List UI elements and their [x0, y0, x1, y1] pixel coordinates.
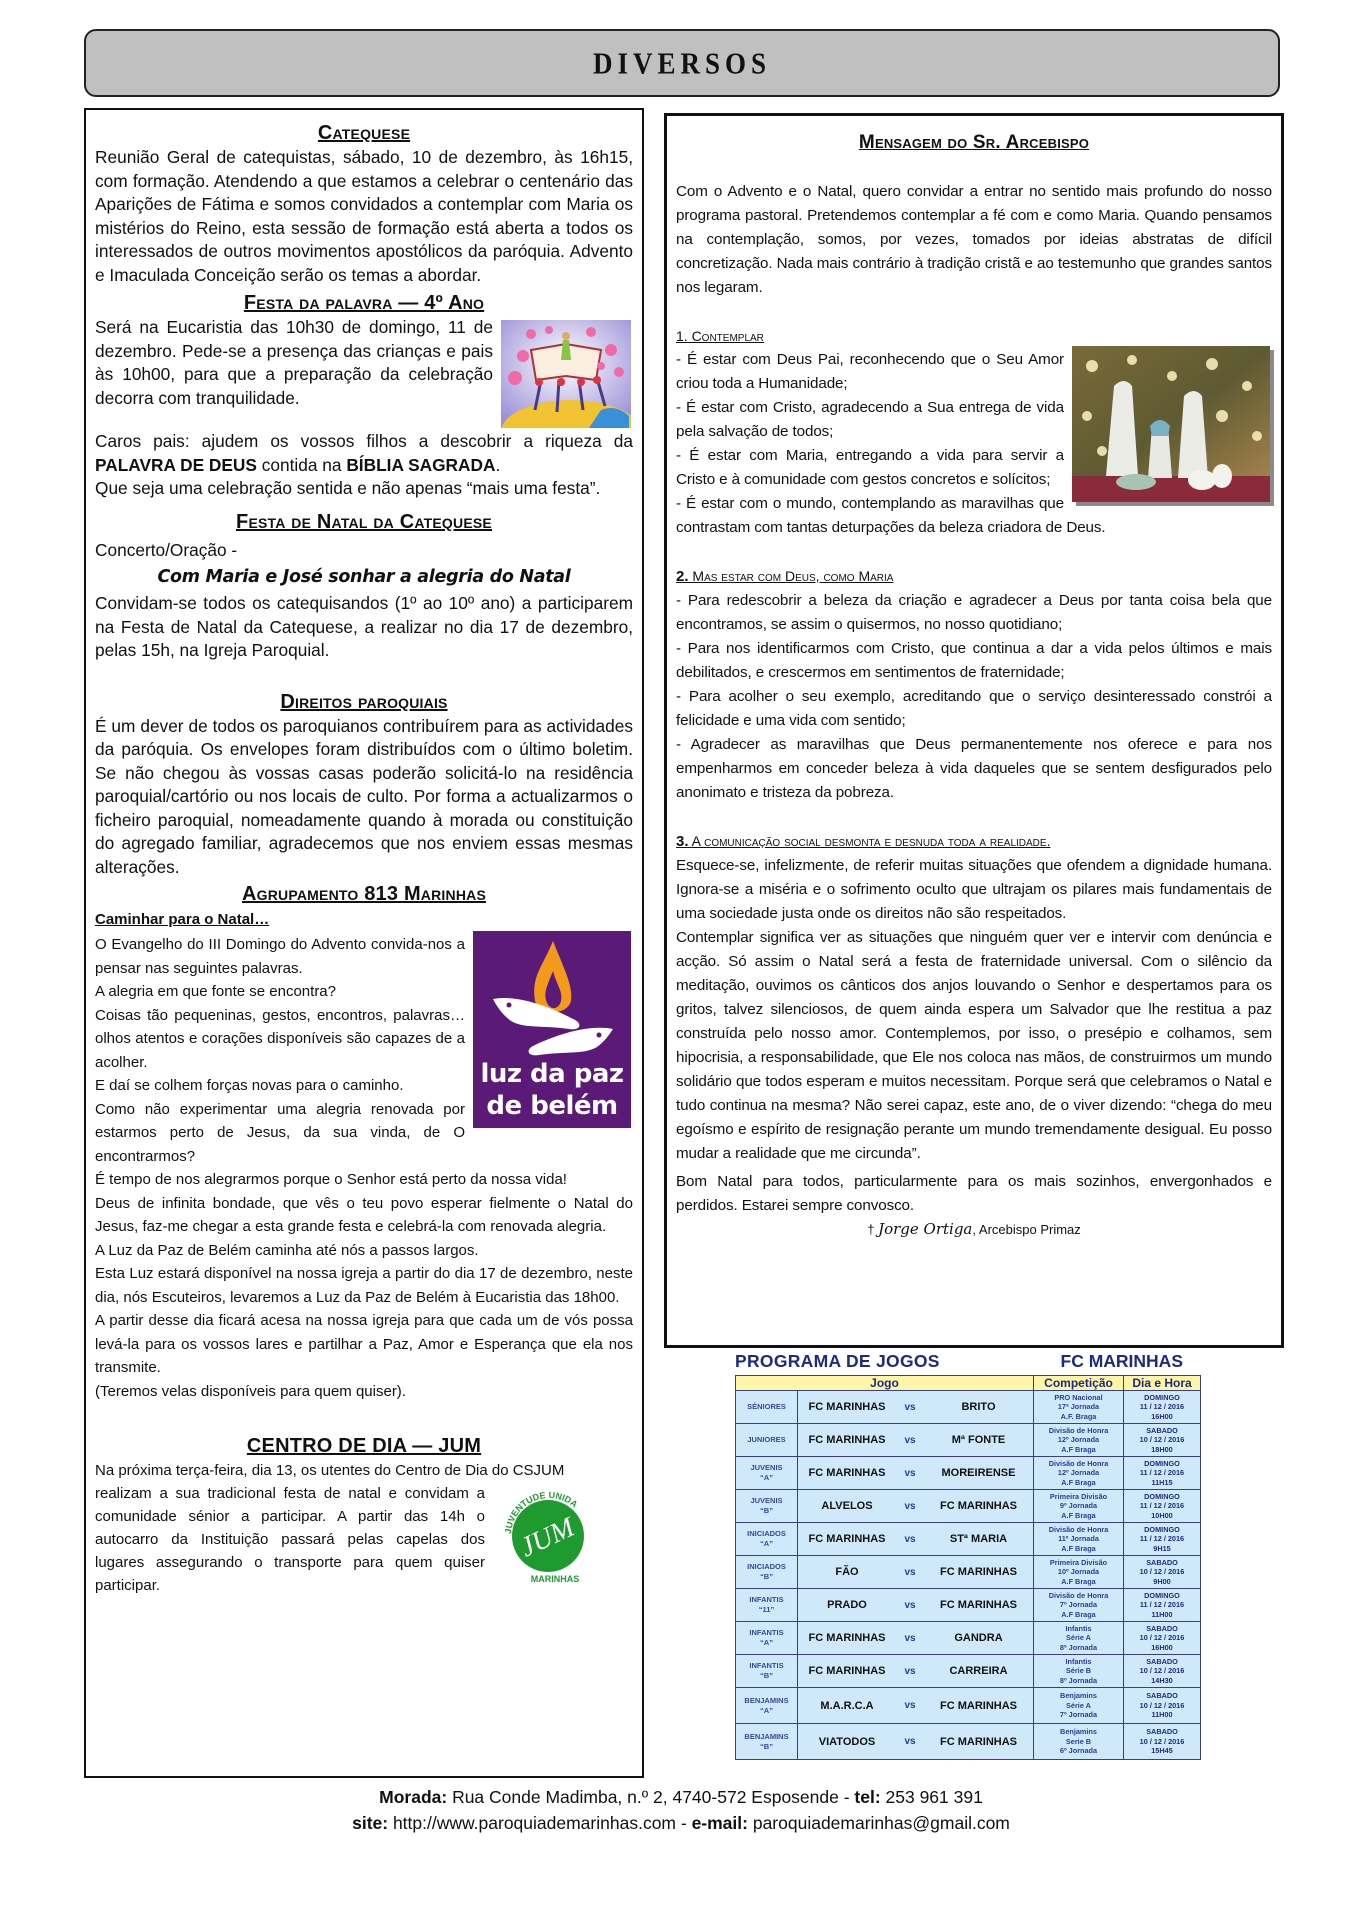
signature-name: Jorge Ortiga — [878, 1220, 973, 1238]
away-team: GANDRA — [954, 1632, 1003, 1644]
game-competition — [1034, 1655, 1124, 1688]
agrupamento-paragraph: Esta Luz estará disponível na nossa igreja a partir do dia 17 de dezembro, neste dia, nós Escuteiros, levaremos a Luz da Paz de Belém à Eucaristia das 18h00. — [95, 1265, 633, 1306]
game-competition — [1034, 1523, 1124, 1556]
game-category — [736, 1556, 798, 1589]
game-category — [736, 1724, 798, 1760]
luz-logo-line1: luz da paz — [480, 1059, 624, 1089]
game-match — [798, 1655, 1034, 1688]
game-match — [798, 1391, 1034, 1424]
date-line: SABADO — [1146, 1557, 1178, 1567]
agrupamento-paragraph: É tempo de nos alegrarmos porque o Senhor está perto da nossa vida! — [95, 1171, 567, 1188]
signature-role: , Arcebispo Primaz — [972, 1222, 1081, 1237]
game-competition — [1034, 1688, 1124, 1724]
competition-line: PRO Nacional — [1054, 1392, 1103, 1402]
date-line: 10 / 12 / 2016 — [1139, 1567, 1185, 1577]
escalao-line: INICIADOS — [747, 1562, 786, 1571]
date-line: DOMINGO — [1144, 1590, 1180, 1600]
away-team: MOREIRENSE — [941, 1467, 1016, 1479]
competition-line: Benjamins — [1060, 1691, 1097, 1701]
competition-line: 6º Jornada — [1059, 1746, 1098, 1756]
escalao-line: BENJAMINS — [744, 1695, 789, 1705]
tel-value: 253 961 391 — [880, 1787, 983, 1807]
left-column — [84, 108, 644, 1778]
away-team: FC MARINHAS — [940, 1735, 1017, 1748]
competition-line: Primeira Divisão — [1049, 1557, 1108, 1567]
vs-label: vs — [904, 1599, 916, 1611]
vs-label: vs — [904, 1736, 916, 1747]
competition-line: A.F Braga — [1061, 1609, 1096, 1619]
games-table — [735, 1375, 1201, 1760]
date-line: 10 / 12 / 2016 — [1139, 1633, 1185, 1643]
contemplar-item: - É estar com Deus Pai, reconhecendo que o Seu Amor criou toda a Humanidade; — [676, 351, 1064, 392]
competition-line: Divisão de Honra — [1048, 1458, 1109, 1468]
escalao-line: BENJAMINS — [744, 1731, 789, 1741]
festa-natal-concerto: Concerto/Oração - — [95, 539, 238, 560]
header-dia-hora: Dia e Hora — [1124, 1376, 1201, 1391]
date-line: 15H45 — [1151, 1746, 1173, 1756]
date-line: 11H15 — [1151, 1477, 1173, 1487]
escalao-line: “B” — [760, 1506, 773, 1515]
festa-palavra-body: Será na Eucaristia das 10h30 de domingo, 11 de dezembro. Pede-se a presença das crianças e pais às 10h00, para que a preparação da celebração decorra com tranquilidade. — [95, 317, 493, 408]
home-team: FC MARINHAS — [808, 1632, 886, 1644]
morada-value: Rua Conde Madimba, n.º 2, 4740-572 Esposende - — [447, 1787, 855, 1807]
date-line: 9H15 — [1153, 1543, 1171, 1553]
jum-logo — [493, 1484, 603, 1584]
email-link[interactable]: paroquiademarinhas@gmail.com — [747, 1813, 1010, 1833]
home-team: PRADO — [827, 1599, 867, 1611]
game-row — [736, 1391, 1201, 1424]
festa-palavra-title: Festa da palavra — 4º Ano — [243, 292, 485, 314]
game-category — [736, 1391, 798, 1424]
game-competition — [1034, 1622, 1124, 1655]
contemplar-item: - É estar com Cristo, agradecendo a Sua entrega de vida pela salvação de todos; — [676, 399, 1064, 440]
catequese-body: Reunião Geral de catequistas, sábado, 10 de dezembro, às 16h15, com formação. Atendendo a que estamos a celebrar o centenário das Aparições de Fátima e somos convidados a contemplar com Maria os mistérios do Reino, esta sessão de formação está aberta a todos os interessados de outros movimentos apostólicos da paróquia. Advento e Imaculada Conceição serão os temas a abordar. — [95, 147, 633, 285]
game-datetime — [1124, 1523, 1201, 1556]
game-datetime — [1124, 1655, 1201, 1688]
date-line: SABADO — [1146, 1656, 1178, 1666]
vs-label: vs — [904, 1533, 916, 1545]
escalao-line: JUVENIS — [750, 1463, 783, 1472]
period: . — [1046, 833, 1051, 849]
svg-text:JUVENTUDE UNIDA: JUVENTUDE UNIDA — [502, 1489, 580, 1535]
nativity-scene-photo — [1072, 346, 1270, 502]
vs-label: vs — [904, 1434, 916, 1446]
competition-line: 12º Jornada — [1057, 1468, 1100, 1478]
date-line: DOMINGO — [1144, 1458, 1180, 1468]
agrupamento-paragraph: A alegria em que fonte se encontra? — [95, 983, 336, 1000]
escalao-line: “A” — [760, 1473, 773, 1482]
vs-label: vs — [904, 1566, 916, 1578]
mas-estar-heading-text: Mas estar com Deus, como Maria — [692, 568, 894, 584]
game-datetime — [1124, 1424, 1201, 1457]
date-line: 18H00 — [1151, 1444, 1173, 1454]
games-club: FC MARINHAS — [1060, 1351, 1183, 1371]
agrupamento-paragraph: Como não experimentar uma alegria renovada por estarmos perto de Jesus, da sua vinda, de O encontrarmos? — [95, 1100, 465, 1165]
competition-line: A.F Braga — [1061, 1444, 1096, 1454]
game-competition — [1034, 1589, 1124, 1622]
date-line: 11 / 12 / 2016 — [1139, 1501, 1185, 1511]
date-line: 16H00 — [1151, 1642, 1173, 1652]
period: . — [495, 454, 501, 475]
game-datetime — [1124, 1589, 1201, 1622]
agrupamento-paragraph: E daí se colhem forças novas para o caminho. — [95, 1077, 404, 1094]
banner-title: DIVERSOS — [592, 45, 772, 80]
nativity-image — [1072, 346, 1270, 502]
date-line: 10 / 12 / 2016 — [1139, 1700, 1185, 1710]
game-match — [798, 1424, 1034, 1457]
game-datetime — [1124, 1490, 1201, 1523]
away-team: FC MARINHAS — [940, 1599, 1017, 1611]
home-team: FC MARINHAS — [808, 1665, 886, 1677]
date-line: 14H30 — [1151, 1675, 1173, 1685]
vs-label: vs — [904, 1632, 916, 1644]
game-category — [736, 1424, 798, 1457]
comunicacao-p1: Esquece-se, infelizmente, de referir muitas situações que ofendem a dignidade humana. Ignora-se a miséria e o sofrimento oculto que ultrajam os pilares mais fundamentais de uma sociedade justa onde os direitos não são respeitados. — [676, 857, 1272, 922]
vs-label: vs — [904, 1700, 916, 1711]
games-table-header — [736, 1376, 1201, 1391]
game-datetime — [1124, 1724, 1201, 1760]
game-datetime — [1124, 1391, 1201, 1424]
arcebispo-title: Mensagem do Sr. Arcebispo — [858, 132, 1090, 153]
contemplar-heading: 1. Contemplar — [676, 328, 764, 344]
site-label: site: — [352, 1813, 389, 1833]
game-match — [798, 1724, 1034, 1760]
away-team: FC MARINHAS — [940, 1566, 1017, 1578]
jum-seal-icon — [493, 1484, 603, 1584]
festa-palavra-closing: Que seja uma celebração sentida e não apenas “mais uma festa”. — [95, 478, 601, 498]
jum-seal-center: JUM — [515, 1511, 580, 1564]
vs-label: vs — [904, 1467, 916, 1479]
escalao-line: “B” — [760, 1572, 773, 1581]
direitos-title: Direitos paroquiais — [280, 690, 448, 713]
date-line: 11H00 — [1151, 1609, 1173, 1619]
footer-contact-line — [0, 1810, 1362, 1836]
right-column — [664, 113, 1284, 1348]
competition-line: Divisão de Honra — [1048, 1590, 1109, 1600]
date-line: SABADO — [1146, 1691, 1178, 1701]
game-datetime — [1124, 1556, 1201, 1589]
date-line: 10 / 12 / 2016 — [1139, 1666, 1185, 1676]
competition-line: Divisão de Honra — [1048, 1524, 1109, 1534]
home-team: VIATODOS — [818, 1735, 876, 1748]
centro-dia-body: realizam a sua tradicional festa de natal e convidam a comunidade sénior a participar. A partir das 14h o autocarro da Instituição passará pelas capelas dos lugares assegurando o transporte para quem quiser participar. — [95, 1485, 485, 1594]
luz-da-paz-logo — [473, 931, 631, 1128]
competition-line: 12º Jornada — [1057, 1435, 1100, 1445]
vs-label: vs — [904, 1401, 916, 1413]
date-line: 11 / 12 / 2016 — [1139, 1468, 1185, 1478]
date-line: 11 / 12 / 2016 — [1139, 1402, 1185, 1412]
bible-children-image — [501, 320, 631, 428]
date-line: SABADO — [1146, 1727, 1178, 1737]
section-number: 2. — [676, 568, 689, 585]
header-competicao: Competição — [1034, 1376, 1124, 1391]
game-category — [736, 1490, 798, 1523]
competition-line: A.F Braga — [1061, 1477, 1096, 1487]
game-row — [736, 1424, 1201, 1457]
home-team: FÃO — [835, 1566, 859, 1578]
game-row — [736, 1688, 1201, 1724]
mas-estar-item: - Agradecer as maravilhas que Deus permanentemente nos oferece e para nos empenharmos em conceder beleza à vida daqueles que se sentem desfigurados pelo anonimato e tristeza da pobreza. — [676, 736, 1272, 801]
game-category — [736, 1457, 798, 1490]
mas-estar-item: - Para acolher o seu exemplo, acreditando que o serviço desinteressado constrói a felicidade e uma vida com sentido; — [676, 688, 1272, 729]
competition-line: 7º Jornada — [1059, 1600, 1098, 1610]
comunicacao-heading-text: A comunicação social desmonta e desnuda toda a realidade — [691, 833, 1047, 849]
game-row — [736, 1724, 1201, 1760]
escalao-line: “A” — [760, 1638, 773, 1647]
luz-logo-line2: de belém — [486, 1091, 618, 1121]
competition-line: A.F. Braga — [1060, 1411, 1097, 1421]
game-match — [798, 1457, 1034, 1490]
game-row — [736, 1457, 1201, 1490]
game-datetime — [1124, 1457, 1201, 1490]
escalao-line: “A” — [760, 1705, 773, 1715]
footer — [0, 1784, 1362, 1836]
cross-icon: † — [867, 1222, 875, 1237]
festa-natal-title: Festa de Natal da Catequese — [236, 510, 492, 533]
date-line: 16H00 — [1151, 1411, 1173, 1421]
agrupamento-paragraph: A Luz da Paz de Belém caminha até nós a passos largos. — [95, 1241, 479, 1259]
game-row — [736, 1589, 1201, 1622]
agrupamento-subtitle: Caminhar para o Natal… — [95, 911, 270, 928]
catequese-title: Catequese — [317, 122, 411, 144]
competition-line: 7º Jornada — [1059, 1710, 1098, 1720]
escalao-line: “11” — [758, 1605, 775, 1614]
agrupamento-paragraph: A partir desse dia ficará acesa na nossa igreja para que cada um de vós possa levá-la para os vossos lares e partilhar a Paz, Amor e Esperança que ela nos transmite. — [95, 1312, 633, 1376]
game-match — [798, 1622, 1034, 1655]
site-link[interactable]: http://www.paroquiademarinhas.com - — [388, 1813, 692, 1833]
arcebispo-intro: Com o Advento e o Natal, quero convidar a entrar no sentido mais profundo do nosso programa pastoral. Pretendemos contemplar a fé com e como Maria. Quando pensamos na contemplação, somos, por vezes, tomados por ideias abstratas de difícil concretização. Nada mais contrário à tradição cristã e ao testemunho que grandes santos nos legaram. — [676, 183, 1272, 296]
home-team: FC MARINHAS — [808, 1434, 886, 1446]
date-line: 10 / 12 / 2016 — [1139, 1736, 1185, 1746]
competition-line: Infantis — [1065, 1656, 1092, 1666]
game-match — [798, 1589, 1034, 1622]
contemplar-item: - É estar com Maria, entregando a vida para servir a Cristo e à comunidade com gestos concretos e solícitos; — [676, 447, 1064, 488]
competition-line: A.F Braga — [1061, 1510, 1096, 1520]
agrupamento-paragraph: O Evangelho do III Domingo do Advento convida-nos a pensar nas seguintes palavras. — [95, 936, 465, 977]
festa-palavra-caros-pais — [95, 430, 633, 477]
game-category — [736, 1622, 798, 1655]
mas-estar-items — [676, 589, 1272, 805]
competition-line: 11º Jornada — [1058, 1534, 1099, 1544]
vs-label: vs — [904, 1500, 916, 1512]
game-competition — [1034, 1457, 1124, 1490]
competition-line: A.F Braga — [1061, 1576, 1096, 1586]
flame-hands-icon — [473, 931, 631, 1061]
palavra-de-deus: PALAVRA DE DEUS — [95, 454, 257, 475]
competition-line: Serie B — [1065, 1736, 1092, 1746]
section-banner — [84, 29, 1280, 97]
caros-pais-text: Caros pais: ajudem os vossos filhos a descobrir a riqueza da — [95, 431, 633, 451]
game-competition — [1034, 1556, 1124, 1589]
escalao-line: INFANTIS — [749, 1628, 784, 1637]
section-number: 3. — [676, 833, 689, 850]
home-team: FC MARINHAS — [808, 1533, 886, 1545]
game-row — [736, 1655, 1201, 1688]
game-competition — [1034, 1724, 1124, 1760]
game-category — [736, 1523, 798, 1556]
mas-estar-heading — [676, 564, 1272, 589]
game-competition — [1034, 1424, 1124, 1457]
competition-line: 8º Jornada — [1059, 1675, 1098, 1685]
game-category — [736, 1688, 798, 1724]
game-row — [736, 1622, 1201, 1655]
competition-line: Série A — [1066, 1633, 1091, 1643]
game-competition — [1034, 1391, 1124, 1424]
svg-text:MARINHAS: MARINHAS — [530, 1574, 580, 1584]
date-line: 11 / 12 / 2016 — [1139, 1600, 1185, 1610]
competition-line: Benjamins — [1060, 1727, 1097, 1737]
biblia-sagrada: BÍBLIA SAGRADA — [346, 454, 496, 475]
away-team: BRITO — [961, 1401, 996, 1413]
agrupamento-title: Agrupamento 813 Marinhas — [242, 883, 486, 905]
competition-line: Infantis — [1065, 1623, 1092, 1633]
competition-line: 10º Jornada — [1057, 1567, 1100, 1577]
date-line: SABADO — [1146, 1425, 1178, 1435]
mas-estar-item: - Para redescobrir a beleza da criação e agradecer a Deus por tanta coisa bela que encontramos, se assim o quisermos, no nosso quotidiano; — [676, 592, 1272, 633]
date-line: 10 / 12 / 2016 — [1139, 1435, 1185, 1445]
home-team: ALVELOS — [821, 1500, 873, 1512]
competition-line: Divisão de Honra — [1048, 1425, 1109, 1435]
vs-label: vs — [904, 1665, 916, 1677]
date-line: DOMINGO — [1144, 1524, 1180, 1534]
home-team: FC MARINHAS — [808, 1467, 886, 1479]
morada-label: Morada: — [379, 1787, 448, 1807]
bible-hearts-illustration — [501, 320, 631, 428]
centro-dia-title: CENTRO DE DIA — JUM — [246, 1435, 482, 1457]
escalao-line: JUNIORES — [747, 1435, 786, 1444]
escalao-line: SÉNIORES — [747, 1402, 786, 1411]
game-datetime — [1124, 1688, 1201, 1724]
game-datetime — [1124, 1622, 1201, 1655]
date-line: 9H00 — [1153, 1576, 1171, 1586]
away-team: STª MARIA — [949, 1533, 1008, 1545]
comunicacao-p2: Contemplar significa ver as situações que ninguém quer ver e intervir com denúncia e acção. Só assim o Natal será a festa de fraternidade universal. Com o silêncio da meditação, ouvimos os cânticos dos anjos louvando o Senhor e despertamos para os gritos, talvez silenciosos, de quem ainda espera um Salvador que lhe restitua a paz construída pelo nosso amor. Contemplemos, por isso, o presépio e colhamos, sem hipocrisia, a responsabilidade, que Ele nos coloca nas mãos, de construirmos um mundo solidário que todos esperam e muitos necessitam. Porque será que celebramos o Natal e tudo continua na mesma? Não serei capaz, este ano, de o viver dizendo: “chega do meu egoísmo e espírito de resignação perante um mundo tremendamente desigual. Eu posso mudar a realidade que me circunda”. — [676, 929, 1272, 1162]
away-team: Mª FONTE — [951, 1434, 1006, 1446]
escalao-line: “B” — [760, 1671, 773, 1680]
mas-estar-item: - Para nos identificarmos com Cristo, que continua a dar a vida pelos últimos e mais debilitados, e crescermos em sentimentos de fraternidade; — [676, 640, 1272, 681]
festa-natal-subtitle: Com Maria e José sonhar a alegria do Natal — [157, 567, 571, 587]
comunicacao-heading — [676, 829, 1272, 854]
contida-na-text: contida na — [261, 454, 342, 475]
competition-line: Série B — [1065, 1666, 1092, 1676]
competition-line: 8º Jornada — [1059, 1642, 1098, 1652]
date-line: DOMINGO — [1144, 1392, 1180, 1402]
competition-line: Série A — [1066, 1700, 1091, 1710]
game-competition — [1034, 1490, 1124, 1523]
away-team: CARREIRA — [949, 1665, 1008, 1677]
game-row — [736, 1490, 1201, 1523]
date-line: SABADO — [1146, 1623, 1178, 1633]
contemplar-item: - É estar com o mundo, contemplando as maravilhas que contrastam com tantas deturpações da beleza criadora de Deus. — [676, 495, 1106, 536]
home-team: FC MARINHAS — [808, 1401, 886, 1413]
away-team: FC MARINHAS — [940, 1500, 1017, 1512]
away-team: FC MARINHAS — [940, 1699, 1017, 1712]
game-row — [736, 1556, 1201, 1589]
date-line: 11H00 — [1151, 1710, 1173, 1720]
game-category — [736, 1589, 798, 1622]
competition-line: 17ª Jornada — [1057, 1402, 1100, 1412]
game-category — [736, 1655, 798, 1688]
escalao-line: “A” — [760, 1539, 773, 1548]
games-title: PROGRAMA DE JOGOS — [735, 1351, 940, 1371]
festa-natal-body: Convidam-se todos os catequisandos (1º ao 10º ano) a participarem na Festa de Natal da Catequese, a realizar no dia 17 de dezembro, pelas 15h, na Igreja Paroquial. — [95, 593, 633, 660]
escalao-line: INICIADOS — [747, 1529, 786, 1538]
competition-line: A.F Braga — [1061, 1543, 1096, 1553]
header-jogo: Jogo — [736, 1376, 1034, 1391]
comunicacao-p3: Bom Natal para todos, particularmente para os mais sozinhos, envergonhados e perdidos. Estarei sempre convosco. — [676, 1173, 1272, 1214]
email-label: e-mail: — [691, 1813, 748, 1833]
centro-dia-first-line: Na próxima terça-feira, dia 13, os utentes do Centro de Dia do CSJUM — [95, 1462, 565, 1479]
game-match — [798, 1523, 1034, 1556]
date-line: 10H00 — [1151, 1510, 1173, 1520]
home-team: M.A.R.C.A — [820, 1699, 874, 1712]
competition-line: 9º Jornada — [1059, 1501, 1098, 1511]
escalao-line: JUVENIS — [750, 1496, 783, 1505]
games-program — [735, 1348, 1207, 1760]
direitos-body: É um dever de todos os paroquianos contribuírem para as actividades da paróquia. Os envelopes foram distribuídos com o último boletim. Se não chegou às vossas casas poderão solicitá-lo na residência paroquial/cartório ou nos locais de culto. Por forma a actualizarmos o ficheiro paroquial, nomeadamente quando à morada ou constituição do agregado familiar, agradecemos que nos enviem essas mesmas alterações. — [95, 715, 633, 877]
agrupamento-paragraph: (Teremos velas disponíveis para quem quiser). — [95, 1382, 406, 1400]
agrupamento-paragraph: Deus de infinita bondade, que vês o teu povo esperar fielmente o Natal do Jesus, faz-me chegar a esta grande festa e celebrá-la com renovada alegria. — [95, 1194, 633, 1235]
date-line: 11 / 12 / 2016 — [1139, 1534, 1185, 1544]
game-match — [798, 1688, 1034, 1724]
date-line: DOMINGO — [1144, 1491, 1180, 1501]
footer-address-line — [0, 1784, 1362, 1810]
competition-line: Primeira Divisão — [1049, 1491, 1108, 1501]
escalao-line: “B” — [760, 1741, 773, 1751]
game-match — [798, 1556, 1034, 1589]
signature — [676, 1220, 1272, 1238]
agrupamento-paragraph: Coisas tão pequeninas, gestos, encontros, palavras… olhos atentos e corações disponíveis são capazes de a acolher. — [95, 1006, 465, 1071]
escalao-line: INFANTIS — [749, 1595, 784, 1604]
escalao-line: INFANTIS — [749, 1661, 784, 1670]
game-row — [736, 1523, 1201, 1556]
game-match — [798, 1490, 1034, 1523]
tel-label: tel: — [854, 1787, 881, 1807]
